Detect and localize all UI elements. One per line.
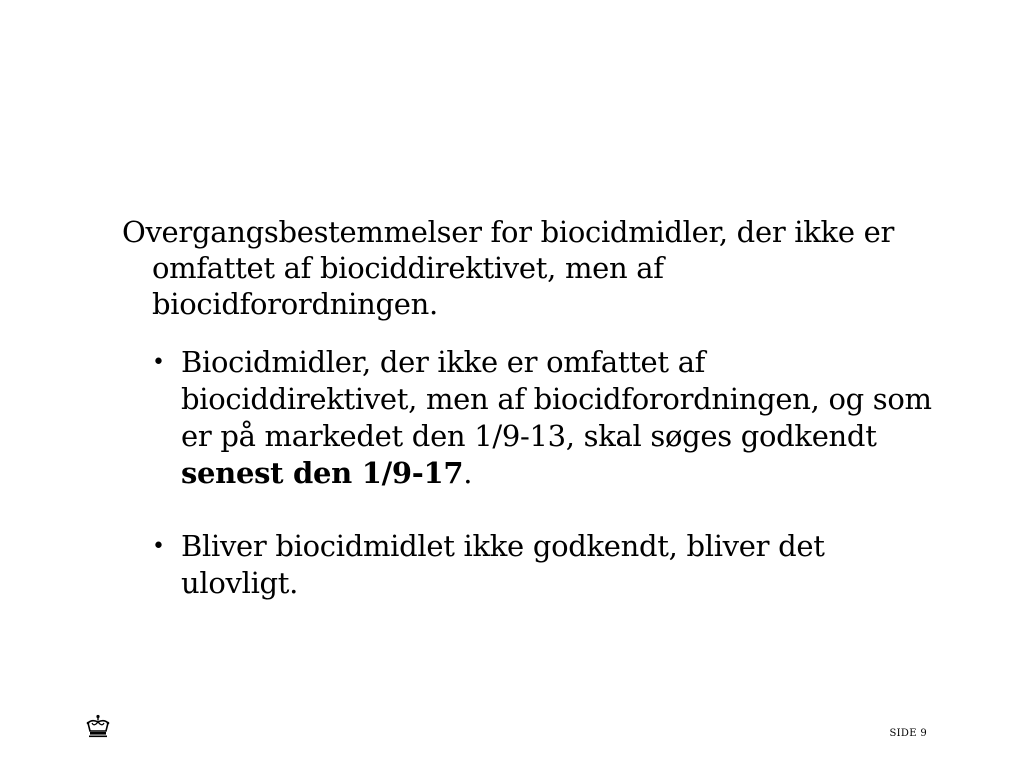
bullet-text: Biocidmidler, der ikke er omfattet af biociddirektivet, men af biocidforordningen, og som er på markedet den 1/9-13, skal søges godkendt xyxy=(181,345,932,453)
page-number: SIDE 9 xyxy=(889,728,927,739)
deadline-emphasis: senest den 1/9-17 xyxy=(181,456,464,490)
slide-content xyxy=(122,214,942,638)
bullet-item-illegal xyxy=(122,528,942,602)
crown-icon xyxy=(86,714,110,740)
bullet-text: Bliver biocidmidlet ikke godkendt, bliver det ulovligt. xyxy=(181,529,825,600)
slide-heading: Overgangsbestemmelser for biocidmidler, der ikke er omfattet af biociddirektivet, men af biocidforordningen. xyxy=(122,215,895,321)
bullet-text-end: . xyxy=(463,456,473,490)
bullet-list xyxy=(122,344,942,602)
bullet-item-deadline xyxy=(122,344,942,492)
bullet-marker: • xyxy=(152,350,165,375)
bullet-marker: • xyxy=(152,534,165,559)
